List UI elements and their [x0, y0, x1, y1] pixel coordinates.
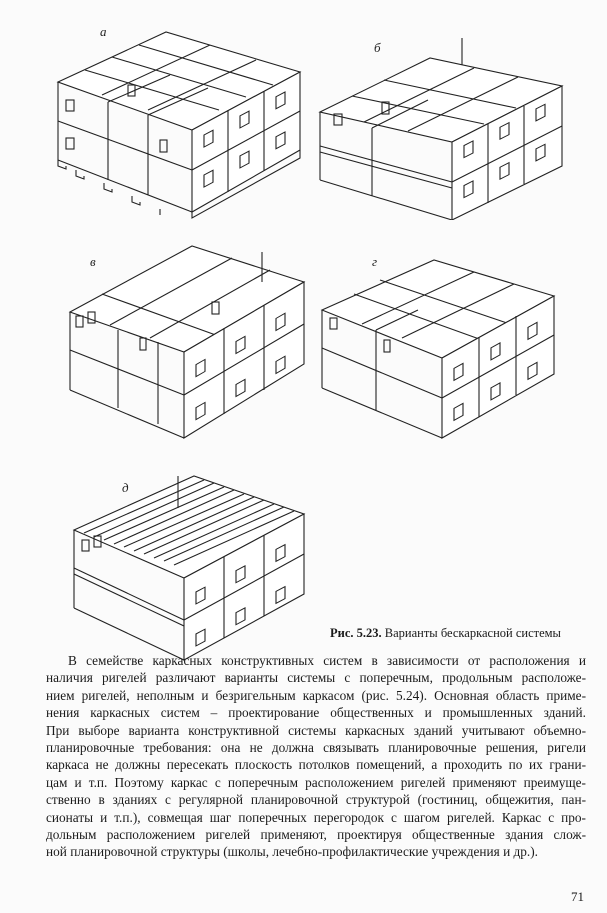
figure-panel-v [62, 232, 312, 452]
figure-caption-text: Варианты бескаркасной системы [384, 626, 561, 640]
page-number: 71 [571, 889, 584, 904]
figure-caption [330, 626, 600, 641]
figure-caption-number: Рис. 5.23. [330, 626, 382, 640]
figure-panel-d [68, 470, 318, 670]
body-line: ной планировочной структуры (школы, лечебно-профилактические учреждения и др.). [46, 844, 538, 860]
body-line: дольным расположением ригелей применяют, проектируя общественные здания слож- [46, 827, 586, 843]
body-line: каркаса не должны пересекать плоскость потолков помещений, а проходить по их грани- [46, 757, 586, 773]
figure-panel-a [48, 20, 310, 220]
panel-letter-a: а [100, 24, 107, 39]
body-line: В семействе каркасных конструктивных систем в зависимости от расположения и [68, 653, 586, 668]
body-line: сионаты и т.п.), совмещая шаг поперечных перегородок с шагом ригелей. Каркас с про- [46, 809, 586, 825]
body-line: наличия ригелей различают варианты системы с поперечным, продольным расположе- [46, 670, 586, 686]
building-drawing-v [62, 232, 312, 452]
body-line: нения каркасных систем – проектирование общественных и промышленных зданий. [46, 705, 586, 721]
body-line: При выборе варианта конструктивной системы каркасных зданий учитывают объемно- [46, 722, 586, 738]
figure-panel-b [312, 20, 574, 220]
building-drawing-g [314, 250, 564, 450]
building-drawing-a [48, 20, 310, 220]
body-line: нием ригелей, неполным и безригельным каркасом (рис. 5.24). Основная область приме- [46, 687, 586, 703]
building-drawing-d [68, 470, 318, 670]
body-paragraph [46, 652, 586, 861]
panel-letter-g: г [372, 254, 378, 269]
panel-letter-v: в [90, 254, 96, 269]
body-line: планировочные требования: она не должна связывать планировочные решения, ригели [46, 740, 586, 756]
figure-panel-g [314, 250, 564, 450]
panel-letter-b: б [374, 40, 381, 55]
body-line: цам и т.п. Поэтому каркас с поперечным расположением ригелей применяют преимуще- [46, 774, 586, 790]
body-line: ственно в зданиях с регулярной планировочной структурой (гостиниц, общежития, пан- [46, 792, 586, 808]
panel-letter-d: д [122, 480, 129, 495]
building-drawing-b [312, 20, 574, 220]
